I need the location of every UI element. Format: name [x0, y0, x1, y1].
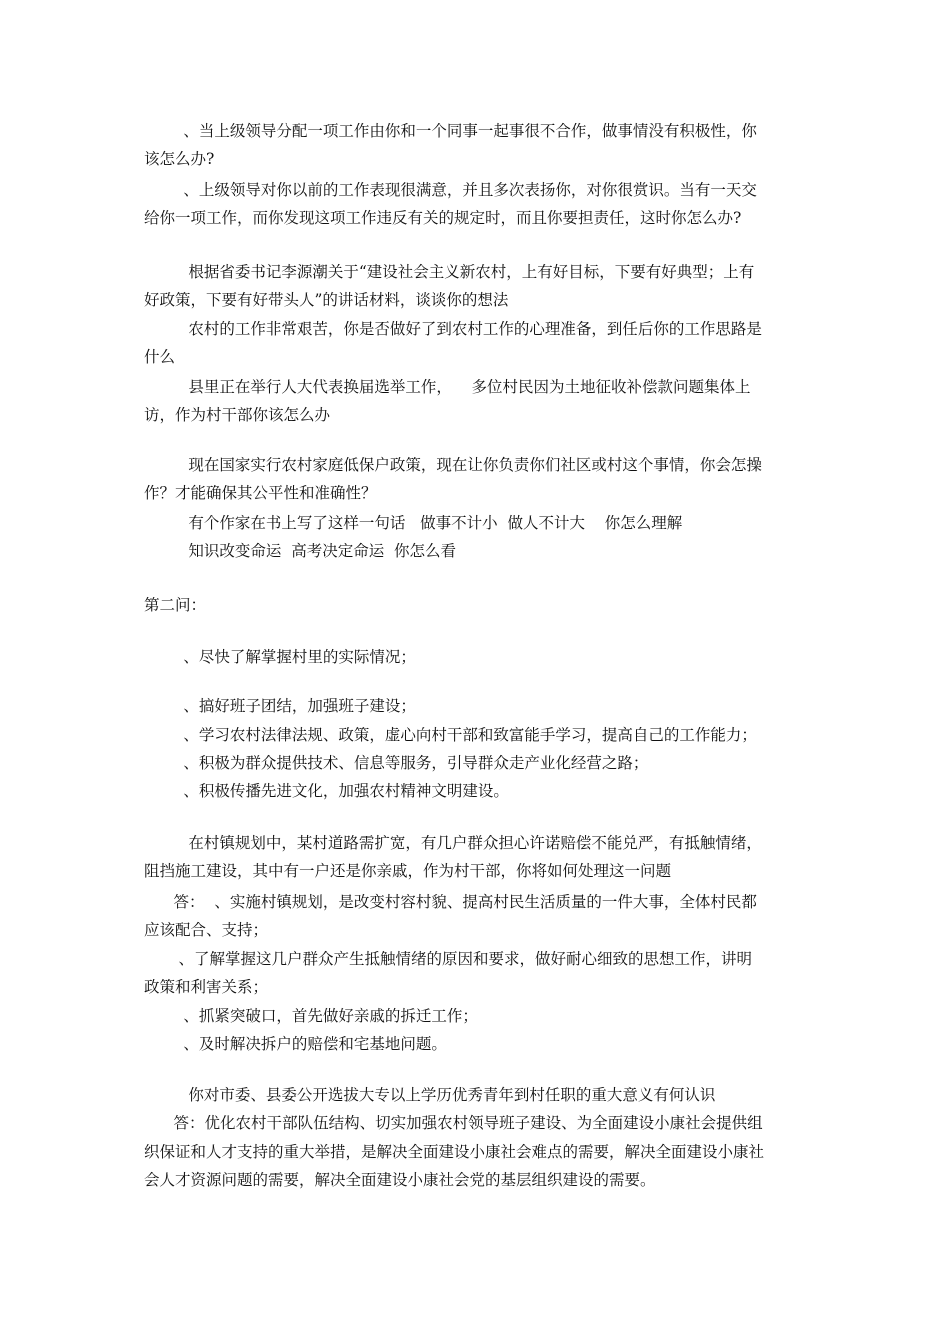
text-line: 你对市委、县委公开选拔大专以上学历优秀青年到村任职的重大意义有何认识 [144, 1086, 716, 1104]
text-line: 答： 、实施村镇规划，是改变村容村貌、提高村民生活质量的一件大事，全体村民都 [144, 893, 757, 911]
text-line: 阻挡施工建设，其中有一户还是你亲戚，作为村干部，你将如何处理这一问题 [144, 862, 672, 880]
text-line: 、上级领导对你以前的工作表现很满意，并且多次表扬你，对你很赏识。当有一天交 [144, 181, 757, 199]
text-line: 县里正在举行人大代表换届选举工作， 多位村民因为土地征收补偿款问题集体上 [144, 378, 751, 396]
text-line: 根据省委书记李源潮关于“建设社会主义新农村，上有好目标，下要有好典型；上有 [144, 263, 755, 281]
text-line: 在村镇规划中，某村道路需扩宽，有几户群众担心许诺赔偿不能兑严，有抵触情绪， [144, 834, 762, 852]
text-line: 访，作为村干部你该怎么办 [144, 406, 331, 424]
text-line: 给你一项工作，而你发现这项工作违反有关的规定时，而且你要担责任，这时你怎么办? [144, 209, 742, 227]
list-item: 、及时解决拆户的赔偿和宅基地问题。 [144, 1035, 447, 1053]
text-line: 农村的工作非常艰苦，你是否做好了到农村工作的心理准备，到任后你的工作思路是 [144, 320, 762, 338]
list-item: 、搞好班子团结，加强班子建设； [144, 697, 416, 715]
text-line: 好政策，下要有好带头人”的讲话材料，谈谈你的想法 [144, 291, 509, 309]
text-line: 知识改变命运 高考决定命运 你怎么看 [144, 542, 457, 560]
text-line: 织保证和人才支持的重大举措，是解决全面建设小康社会难点的需要，解决全面建设小康社 [144, 1143, 765, 1161]
text-line: 作？才能确保其公平性和准确性？ [144, 484, 377, 502]
text-line: 、了解掌握这几户群众产生抵触情绪的原因和要求，做好耐心细致的思想工作，讲明 [144, 950, 752, 968]
list-item: 、尽快了解掌握村里的实际情况； [144, 648, 416, 666]
text-line: 现在国家实行农村家庭低保户政策，现在让你负责你们社区或村这个事情，你会怎操 [144, 456, 762, 474]
list-item: 、学习农村法律法规、政策，虚心向村干部和致富能手学习，提高自己的工作能力； [144, 726, 757, 744]
text-line: 答：优化农村干部队伍结构、切实加强农村领导班子建设、为全面建设小康社会提供组 [144, 1114, 763, 1132]
list-item: 、积极为群众提供技术、信息等服务，引导群众走产业化经营之路； [144, 754, 649, 772]
text-line: 什么 [144, 348, 176, 366]
section-heading: 第二问： [144, 596, 207, 614]
text-line: 政策和利害关系； [144, 978, 269, 996]
text-line: 应该配合、支持； [144, 921, 269, 939]
text-line: 会人才资源问题的需要，解决全面建设小康社会党的基层组织建设的需要。 [144, 1171, 656, 1189]
list-item: 、抓紧突破口，首先做好亲戚的拆迁工作； [144, 1007, 478, 1025]
list-item: 、积极传播先进文化，加强农村精神文明建设。 [144, 782, 509, 800]
text-line: 有个作家在书上写了这样一句话 做事不计小 做人不计大 你怎么理解 [144, 514, 683, 532]
text-line: 该怎么办? [144, 150, 215, 168]
text-line: 、当上级领导分配一项工作由你和一个同事一起事很不合作，做事情没有积极性，你 [144, 122, 757, 140]
